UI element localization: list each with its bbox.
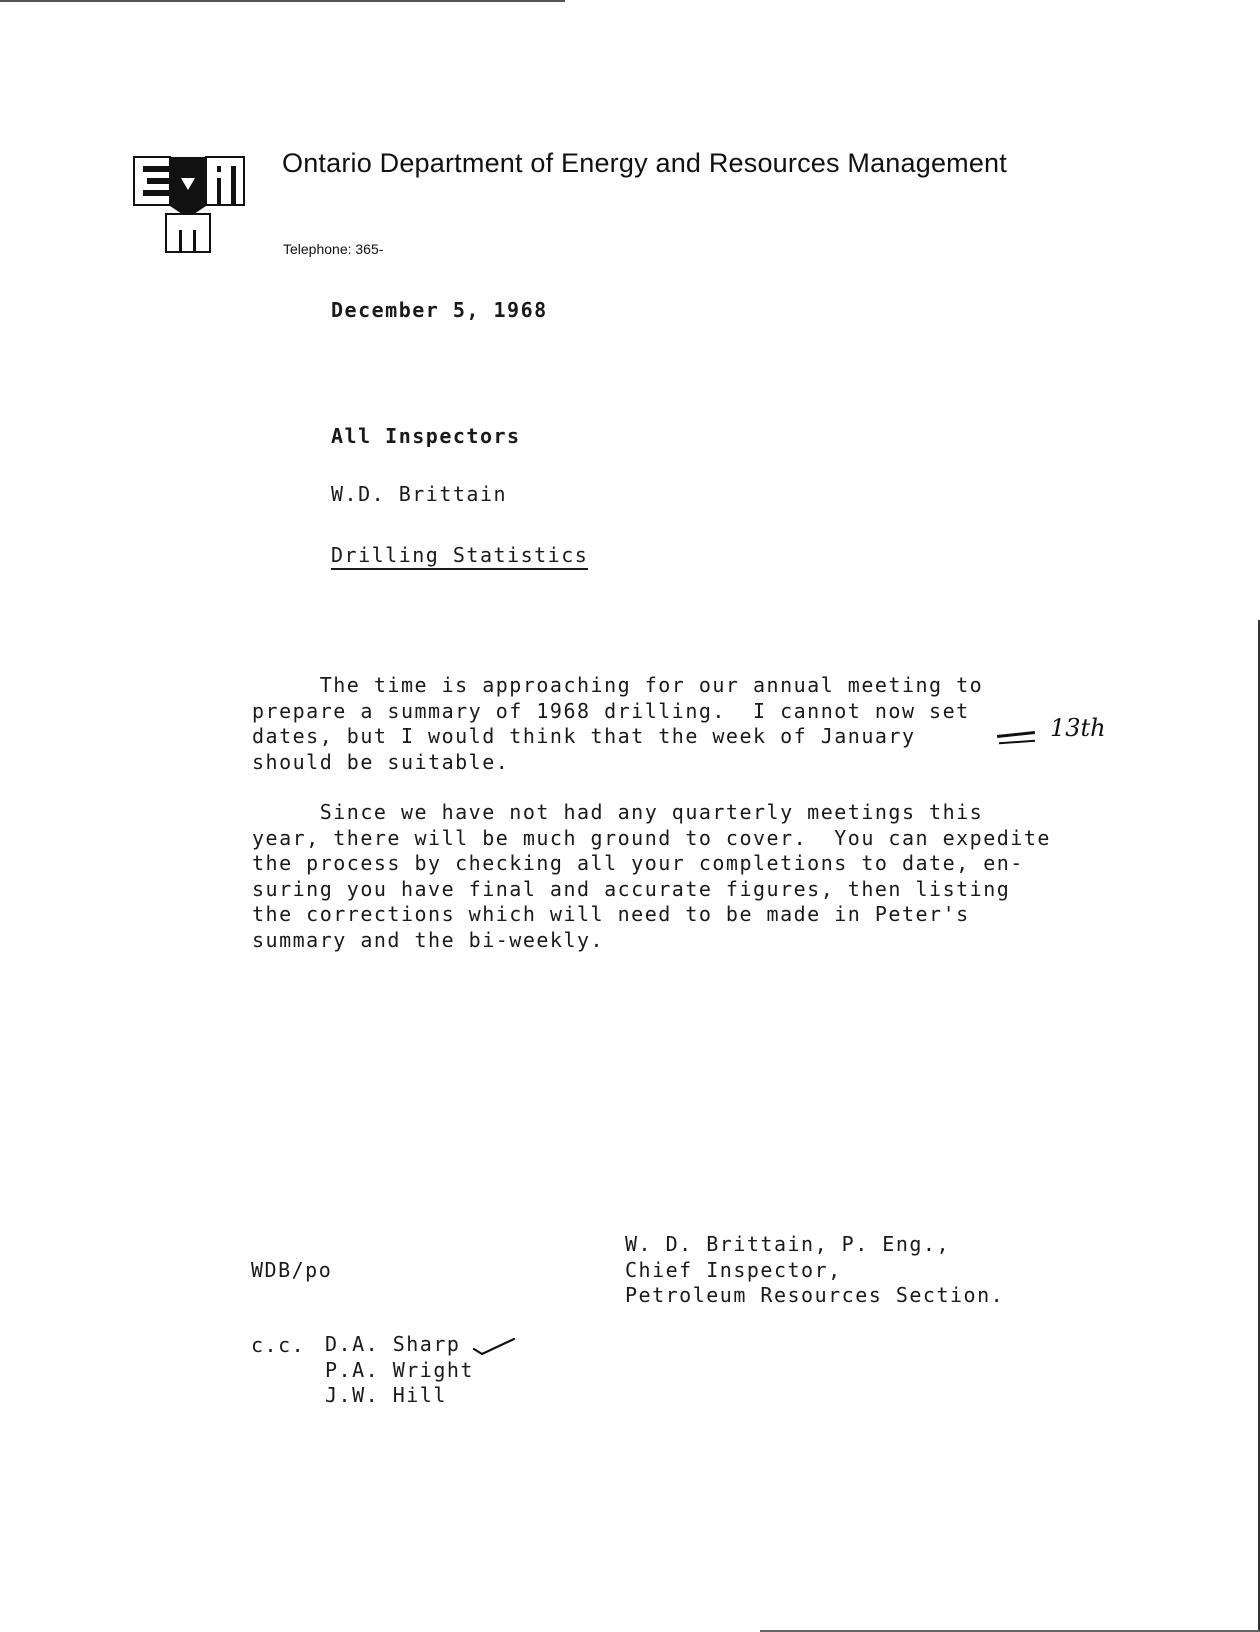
- paragraph-line: the corrections which will need to be made in Peter's: [252, 902, 970, 926]
- paragraph-line: the process by checking all your completions to date, en-: [252, 851, 1024, 875]
- body-paragraph-1: [252, 673, 983, 775]
- memo-from: W.D. Brittain: [331, 482, 508, 506]
- memo-date: December 5, 1968: [331, 298, 548, 322]
- telephone: Telephone: 365-: [283, 241, 384, 257]
- handwritten-date-correction: 13th: [1050, 714, 1106, 742]
- memo-subject: Drilling Statistics: [331, 543, 588, 570]
- checkmark-icon: [472, 1337, 516, 1357]
- paragraph-line: dates, but I would think that the week of January: [252, 724, 916, 748]
- erm-trillium-logo-icon: [133, 156, 245, 256]
- strikethrough-mark: [997, 731, 1035, 738]
- paragraph-line: year, there will be much ground to cover. You can expedite: [252, 825, 1051, 850]
- body-paragraph-2: [252, 800, 1051, 953]
- page-edge-top: [0, 0, 565, 2]
- organization-name: Ontario Department of Energy and Resources Management: [282, 148, 1007, 178]
- reference-initials: WDB/po: [251, 1258, 333, 1282]
- strikethrough-mark: [999, 740, 1035, 745]
- cc-label: c.c.: [251, 1333, 306, 1357]
- signature-block: [625, 1232, 1004, 1309]
- signature-line: W. D. Brittain, P. Eng.,: [625, 1232, 950, 1256]
- paragraph-line: The time is approaching for our annual meeting to: [252, 673, 984, 697]
- paragraph-line: should be suitable.: [252, 749, 510, 774]
- cc-recipient: P.A. Wright: [325, 1357, 474, 1382]
- signature-line: Petroleum Resources Section.: [625, 1283, 1005, 1307]
- cc-list: [325, 1332, 474, 1409]
- cc-recipient: J.W. Hill: [325, 1383, 447, 1407]
- paragraph-line: summary and the bi-weekly.: [252, 927, 605, 952]
- signature-line: Chief Inspector,: [625, 1257, 842, 1282]
- paragraph-line: suring you have final and accurate figures, then listing: [252, 876, 1011, 901]
- memo-to: All Inspectors: [331, 424, 521, 448]
- paragraph-line: Since we have not had any quarterly meetings this: [252, 800, 984, 824]
- cc-recipient: D.A. Sharp: [325, 1332, 461, 1356]
- paragraph-line: prepare a summary of 1968 drilling. I cannot now set: [252, 698, 970, 723]
